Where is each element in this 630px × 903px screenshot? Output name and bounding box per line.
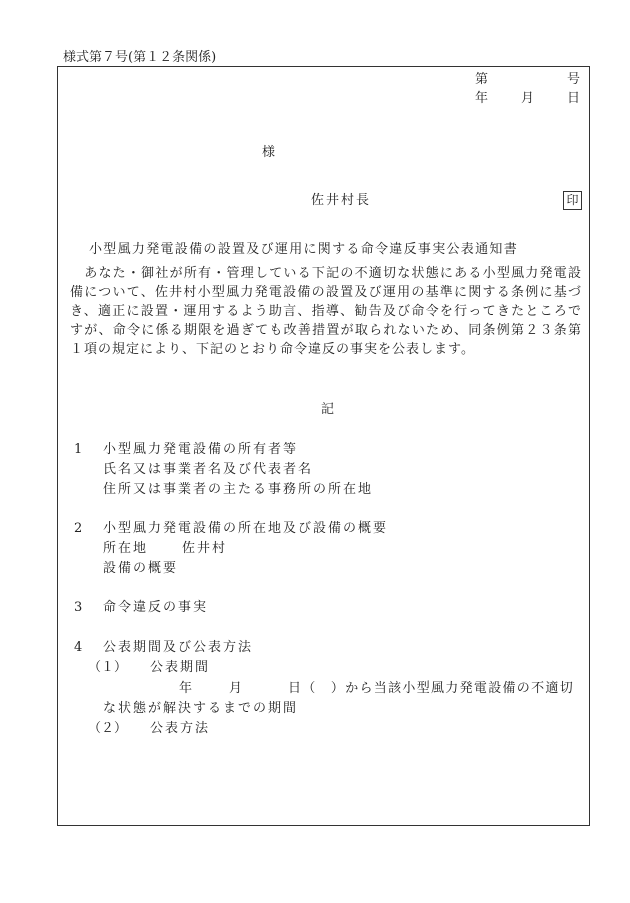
item-4-sub1-number: （１） — [88, 660, 128, 675]
ki-heading: 記 — [321, 402, 335, 417]
item-1-line1: 氏名又は事業者名及び代表者名 — [103, 462, 314, 477]
item-2-overview: 設備の概要 — [103, 561, 179, 576]
item-2-location-value: 佐井村 — [182, 541, 228, 556]
doc-number-suffix: 号 — [567, 72, 581, 87]
item-3-title: 命令違反の事実 — [103, 600, 209, 615]
item-2-number: 2 — [74, 521, 83, 536]
document-title: 小型風力発電設備の設置及び運用に関する命令違反事実公表通知書 — [89, 242, 519, 257]
item-4-title: 公表期間及び公表方法 — [103, 640, 254, 655]
item-1-line2: 住所又は事業者の主たる事務所の所在地 — [103, 482, 374, 497]
period-month: 月 — [229, 681, 243, 696]
item-4-sub2-number: （２） — [88, 721, 128, 736]
item-2-title: 小型風力発電設備の所在地及び設備の概要 — [103, 521, 389, 536]
item-2-location-label: 所在地 — [103, 541, 149, 556]
period-continuation: な状態が解決するまでの期間 — [103, 701, 299, 716]
doc-number-prefix: 第 — [475, 72, 489, 87]
body-paragraph: あなた・御社が所有・管理している下記の不適切な状態にある小型風力発電設備について、佐井村小型風力発電設備の設置及び運用の基準に関する条例に基づき、適正に設置・運用するよう助言、指導、勧告及び命令を行ってきたところですが、命令に係る期限を過ぎても改善措置が取られないため、同条例第２３条第１項の規定により、下記のとおり命令違反の事実を公表します。 — [70, 266, 582, 357]
date-year: 年 — [475, 91, 489, 106]
item-1-title: 小型風力発電設備の所有者等 — [103, 442, 299, 457]
item-4-number: 4 — [74, 640, 83, 655]
addressee-suffix: 様 — [262, 145, 276, 160]
item-1-number: 1 — [74, 442, 83, 457]
seal-mark: 印 — [563, 191, 582, 210]
period-year: 年 — [179, 681, 193, 696]
form-label: 様式第７号(第１２条関係) — [63, 50, 217, 65]
date-month: 月 — [521, 91, 535, 106]
item-3-number: 3 — [74, 600, 83, 615]
item-4-sub2-title: 公表方法 — [150, 721, 211, 736]
period-day-text: 日（ ）から当該小型風力発電設備の不適切 — [288, 681, 575, 696]
item-4-sub1-title: 公表期間 — [150, 660, 211, 675]
sender: 佐井村長 — [311, 193, 372, 208]
date-day: 日 — [567, 91, 581, 106]
